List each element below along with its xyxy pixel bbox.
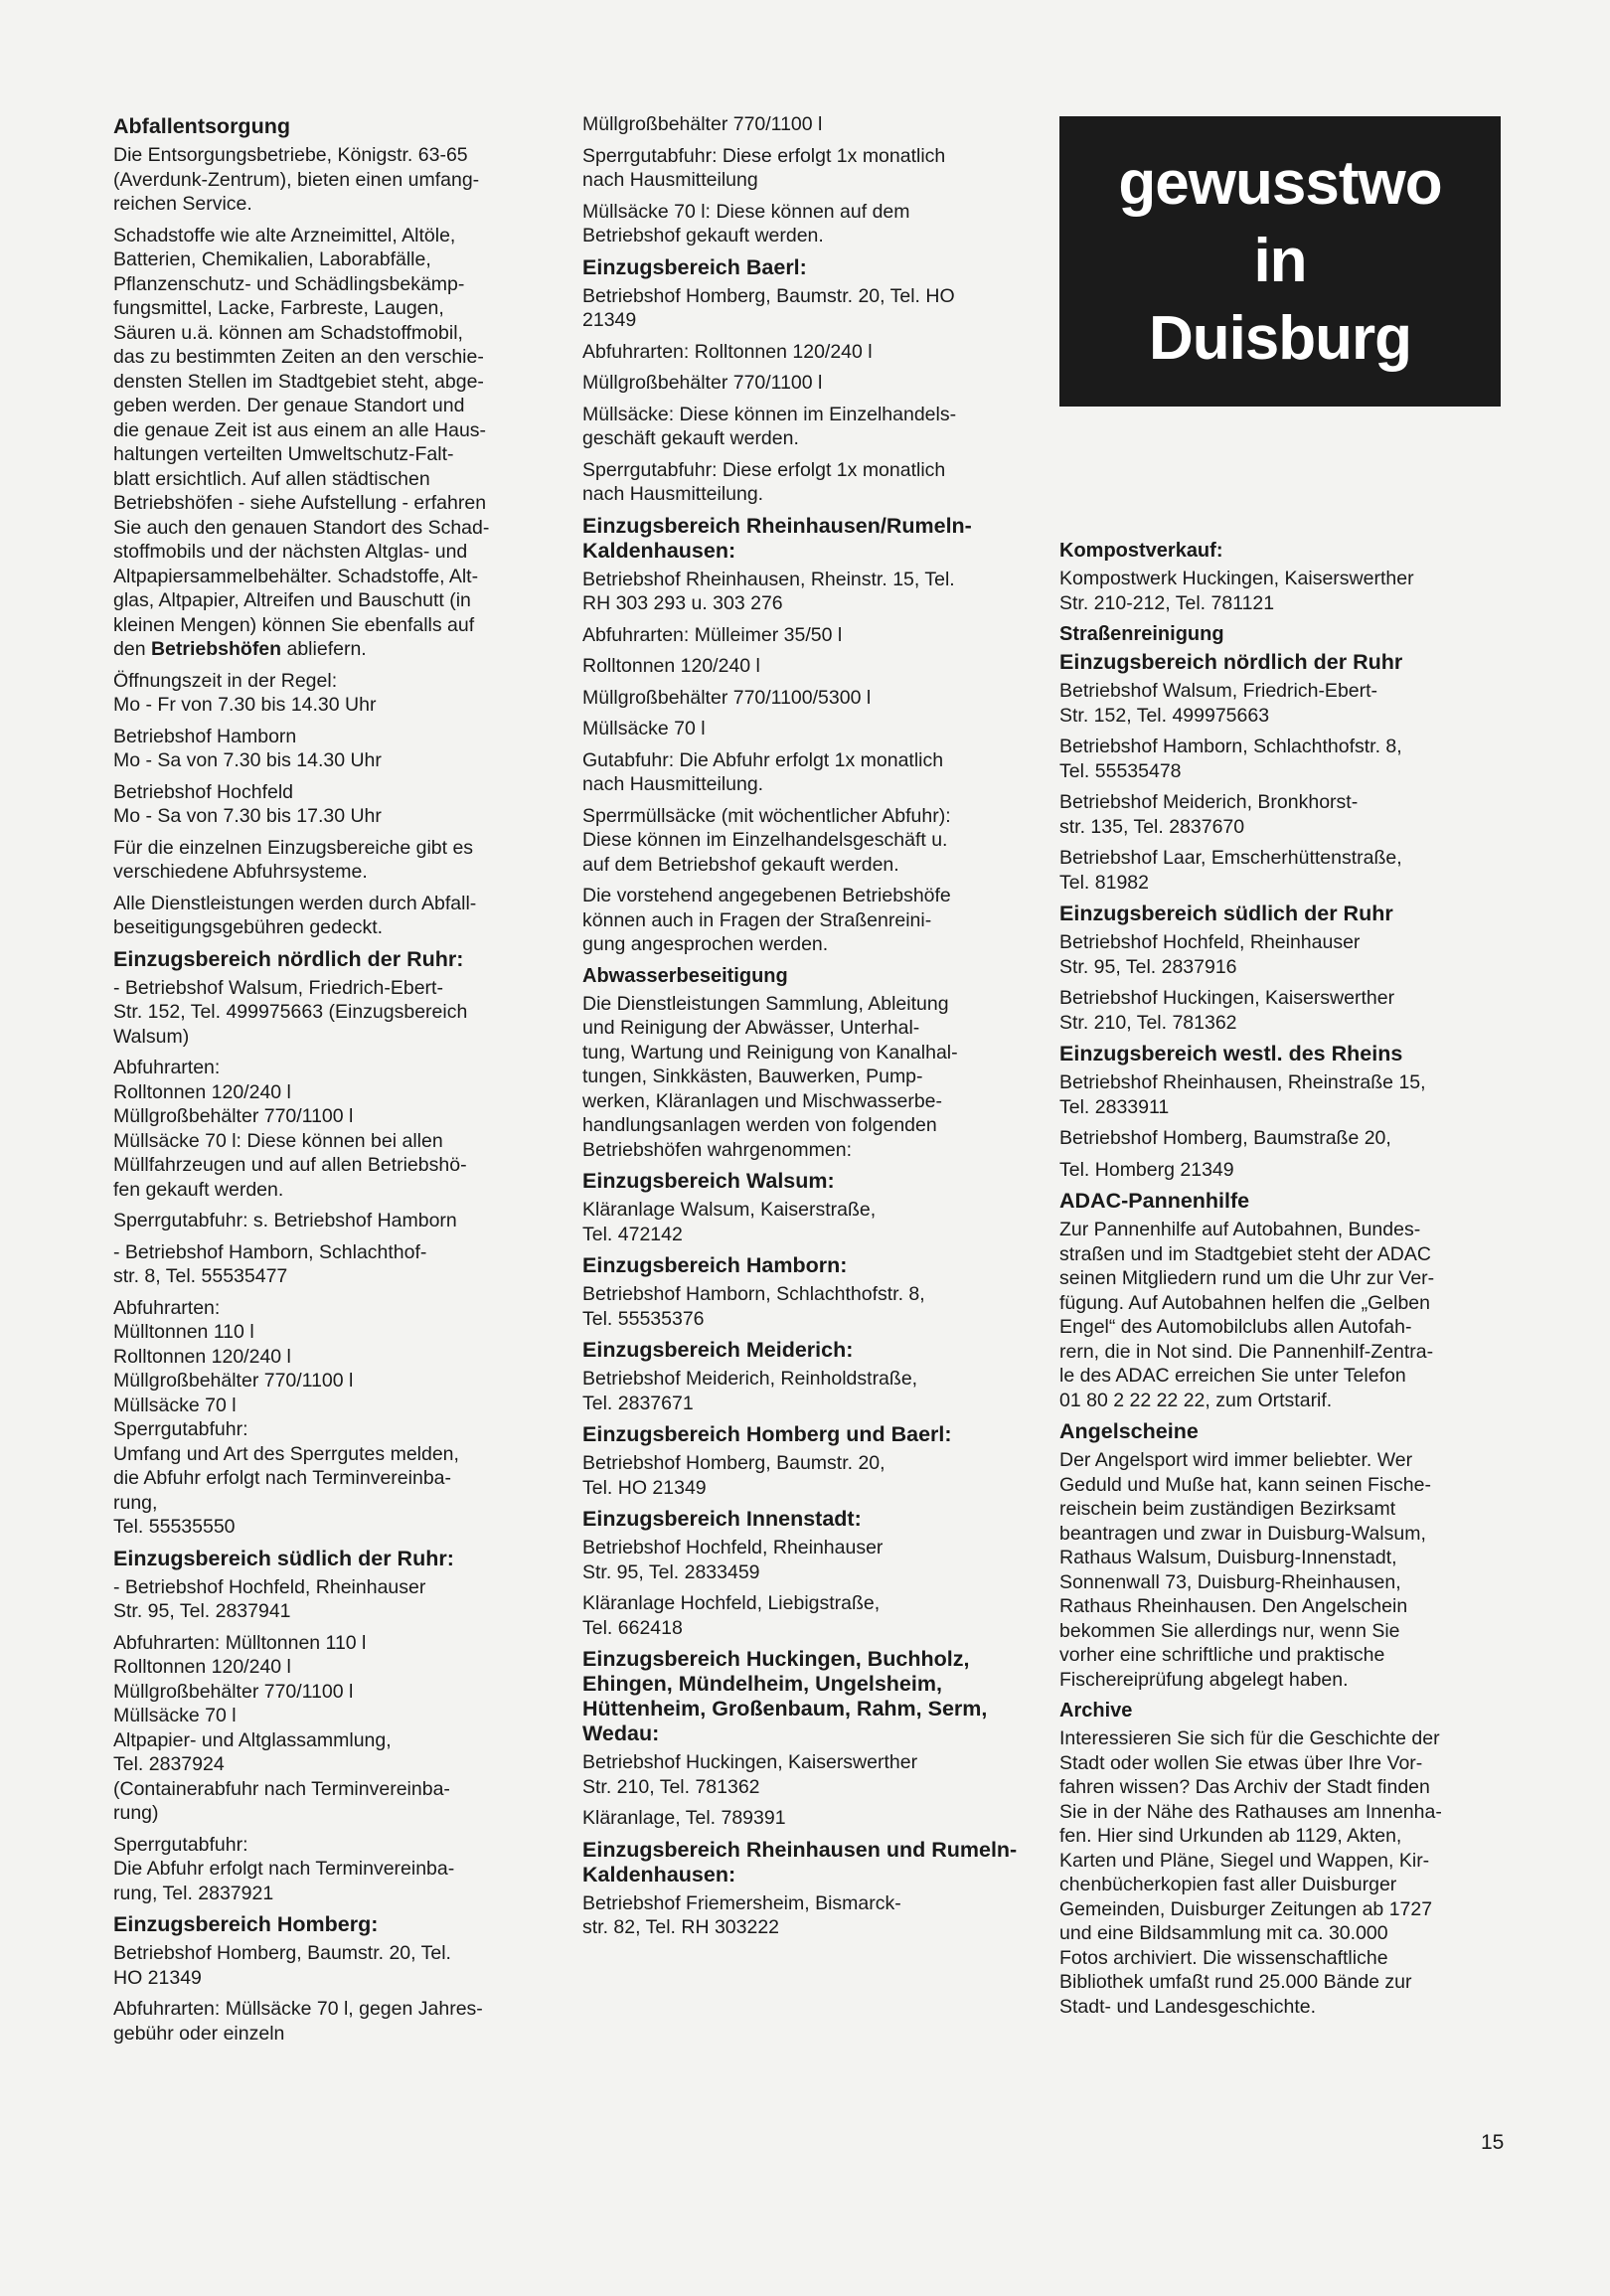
section-heading-einzugsbereich-homberg-und-baerl: Einzugsbereich Homberg und Baerl: bbox=[582, 1422, 952, 1446]
paragraph-betriebshof-homberg-baumstr-20-tel-ho: Betriebshof Homberg, Baumstr. 20, Tel. HO 21349 bbox=[582, 284, 955, 331]
section-heading-angelscheine: Angelscheine bbox=[1059, 1419, 1199, 1443]
paragraph-betriebshof-hamborn-schlachthof: - Betriebshof Hamborn, Schlachthof- str. 8, Tel. 55535477 bbox=[113, 1240, 427, 1287]
paragraph-die-entsorgungsbetriebe-königstr-63-65: Die Entsorgungsbetriebe, Königstr. 63-65 (Averdunk-Zentrum), bieten einen umfang- reichen Service. bbox=[113, 144, 480, 215]
paragraph-sperrgutabfuhr-diese-erfolgt-1x-monatlic: Sperrgutabfuhr: Diese erfolgt 1x monatlich nach Hausmitteilung bbox=[582, 144, 946, 191]
section-heading-einzugsbereich-nördlich-der-ruhr: Einzugsbereich nördlich der Ruhr: bbox=[113, 946, 464, 971]
paragraph-betriebshof-homberg-baumstr-20: Betriebshof Homberg, Baumstr. 20, Tel. HO 21349 bbox=[582, 1452, 886, 1499]
paragraph-betriebshof-homberg-baumstr-20-tel: Betriebshof Homberg, Baumstr. 20, Tel. HO 21349 bbox=[113, 1942, 451, 1989]
paragraph-betriebshof-friemersheim-bismarck: Betriebshof Friemersheim, Bismarck- str. 82, Tel. RH 303222 bbox=[582, 1891, 901, 1938]
paragraph-zur-pannenhilfe-auf-autobahnen-bundes: Zur Pannenhilfe auf Autobahnen, Bundes- straßen und im Stadtgebiet steht der ADAC seinen Mitgliedern rund um die Uhr zur Ver- fügung. Auf Autobahnen helfen die „Gelben Engel“ des Automobilclubs allen Autofah- rern, die in Not sind. Die Pannenhilf-Zentra- le des ADAC erreichen Sie unter Telefon 01 80 2 22 22 22, zum Ortstarif. bbox=[1059, 1219, 1435, 1411]
section-heading-einzugsbereich-nördlich-der-ruhr: Einzugsbereich nördlich der Ruhr bbox=[1059, 650, 1403, 674]
section-heading-abfallentsorgung: Abfallentsorgung bbox=[113, 114, 290, 138]
emphasis-betriebshoefen: Betriebshöfen bbox=[145, 638, 282, 660]
column-right bbox=[1059, 537, 1503, 2026]
paragraph-kläranlage-tel-789391: Kläranlage, Tel. 789391 bbox=[582, 1807, 786, 1829]
paragraph-gutabfuhr-die-abfuhr-erfolgt-1x-monatlic: Gutabfuhr: Die Abfuhr erfolgt 1x monatlich nach Hausmitteilung. bbox=[582, 748, 944, 795]
paragraph-betriebshof-rheinhausen-rheinstraße-15: Betriebshof Rheinhausen, Rheinstraße 15, Tel. 2833911 bbox=[1059, 1071, 1426, 1118]
section-heading-einzugsbereich-homberg: Einzugsbereich Homberg: bbox=[113, 1912, 379, 1936]
paragraph-abfuhrarten: Abfuhrarten: Mülltonnen 110 l Rolltonnen 120/240 l Müllgroßbehälter 770/1100 l Müllsäcke 70 l Sperrgutabfuhr: Umfang und Art des Sperrgutes melden, die Abfuhr erfolgt nach Terminvereinba- rung, Tel. 55535550 bbox=[113, 1296, 459, 1538]
paragraph-abfuhrarten-müllsäcke-70-l-gegen-jahres: Abfuhrarten: Müllsäcke 70 l, gegen Jahres- gebühr oder einzeln bbox=[113, 1998, 483, 2045]
paragraph-sperrmüllsäcke-mit-wöchentlicher-abfuhr: Sperrmüllsäcke (mit wöchentlicher Abfuhr): Diese können im Einzelhandelsgeschäft u. auf dem Betriebshof gekauft werden. bbox=[582, 804, 951, 876]
paragraph-betriebshof-rheinhausen-rheinstr-15-tel: Betriebshof Rheinhausen, Rheinstr. 15, Tel. RH 303 293 u. 303 276 bbox=[582, 568, 955, 614]
paragraph-müllsäcke-70-l: Müllsäcke 70 l bbox=[582, 718, 706, 739]
section-heading-einzugsbereich-südlich-der-ruhr: Einzugsbereich südlich der Ruhr: bbox=[113, 1546, 454, 1570]
paragraph-abfuhrarten-rolltonnen-120-240-l: Abfuhrarten: Rolltonnen 120/240 l bbox=[582, 340, 873, 363]
paragraph-rolltonnen-120-240-l: Rolltonnen 120/240 l bbox=[582, 655, 760, 677]
paragraph-betriebshof-hochfeld-rheinhauser: - Betriebshof Hochfeld, Rheinhauser Str. 95, Tel. 2837941 bbox=[113, 1575, 426, 1622]
banner-line-2: in bbox=[1253, 227, 1307, 295]
paragraph-sperrgutabfuhr: Sperrgutabfuhr: Die Abfuhr erfolgt nach Terminvereinba- rung, Tel. 2837921 bbox=[113, 1833, 455, 1904]
section-heading-einzugsbereich-huckingen-buchholz: Einzugsbereich Huckingen, Buchholz, Ehingen, Mündelheim, Ungelsheim, Hüttenheim, Großenbaum, Rahm, Serm, Wedau: bbox=[582, 1647, 988, 1745]
paragraph-betriebshof-hamborn-schlachthofstr-8: Betriebshof Hamborn, Schlachthofstr. 8, Tel. 55535376 bbox=[582, 1283, 925, 1330]
section-heading-kompostverkauf: Kompostverkauf: bbox=[1059, 540, 1223, 562]
banner-line-1: gewusstwo bbox=[1118, 149, 1442, 218]
paragraph-müllsäcke-70-l-diese-können-auf-dem: Müllsäcke 70 l: Diese können auf dem Betriebshof gekauft werden. bbox=[582, 200, 910, 246]
paragraph-sperrgutabfuhr-diese-erfolgt-1x-monatlic: Sperrgutabfuhr: Diese erfolgt 1x monatlich nach Hausmitteilung. bbox=[582, 458, 946, 505]
paragraph-sperrgutabfuhr-s-betriebshof-hamborn: Sperrgutabfuhr: s. Betriebshof Hamborn bbox=[113, 1210, 457, 1231]
paragraph-kompostwerk-huckingen-kaiserswerther: Kompostwerk Huckingen, Kaiserswerther Str. 210-212, Tel. 781121 bbox=[1059, 568, 1414, 614]
section-heading-adac-pannenhilfe: ADAC-Pannenhilfe bbox=[1059, 1189, 1250, 1213]
section-heading-einzugsbereich-walsum: Einzugsbereich Walsum: bbox=[582, 1169, 835, 1193]
banner-line-3: Duisburg bbox=[1148, 304, 1412, 373]
paragraph-müllgroßbehälter-770-1100-5300-l: Müllgroßbehälter 770/1100/5300 l bbox=[582, 686, 872, 709]
paragraph-betriebshof-hamborn-schlachthofstr-8: Betriebshof Hamborn, Schlachthofstr. 8, Tel. 55535478 bbox=[1059, 736, 1402, 782]
paragraph-betriebshof-walsum-friedrich-ebert: - Betriebshof Walsum, Friedrich-Ebert- Str. 152, Tel. 499975663 (Einzugsbereich Walsum) bbox=[113, 976, 468, 1048]
paragraph-betriebshof-hamborn: Betriebshof Hamborn Mo - Sa von 7.30 bis 14.30 Uhr bbox=[113, 725, 382, 771]
paragraph-tel-homberg-21349: Tel. Homberg 21349 bbox=[1059, 1158, 1234, 1181]
paragraph-interessieren-sie-sich-für-die-geschicht: Interessieren Sie sich für die Geschichte der Stadt oder wollen Sie etwas über Ihre Vor- fahren wissen? Das Archiv der Stadt finden Sie in der Nähe des Rathauses am Innenha- fen. Hier sind Urkunden ab 1129, Akten, Karten und Pläne, Siegel und Wappen, Kir- chenbücherkopien fast aller Duisburger Gemeinden, Duisburger Zeitungen ab 1727 und eine Bildsammlung mit ca. 30.000 Fotos archiviert. Die wissenschaftliche Bibliothek umfaßt rund 25.000 Bände zur Stadt- und Landesgeschichte. bbox=[1059, 1727, 1442, 2018]
paragraph-schadstoffe-wie-alte-arzneimittel-altöle: Schadstoffe wie alte Arzneimittel, Altöle, Batterien, Chemikalien, Laborabfälle, Pflanzenschutz- und Schädlingsbekämp- fungsmittel, Lacke, Farbreste, Laugen, Säuren u.ä. können am Schadstoffmobil, das zu bestimmten Zeiten an den verschie- densten Stellen im Stadtgebiet steht, abge- geben werden. Der genaue Standort und die genaue Zeit ist aus einem an alle Haus- haltungen verteilten Umweltschutz-Falt- blatt ersichtlich. Auf allen städtischen Betriebshöfen - siehe Aufstellung - erfahren Sie auch den genauen Standort des Schad- stoffmobils und der nächsten Altglas- und Altpapiersammelbehälter. Schadstoffe, Alt- glas, Altpapier, Altreifen und Bauschutt (in kleinen Mengen) können Sie ebenfalls auf den Betriebshöfen abliefern. bbox=[113, 224, 490, 660]
section-heading-einzugsbereich-rheinhausen-und: Einzugsbereich Rheinhausen und Rumeln-Kaldenhausen: bbox=[582, 1837, 1018, 1886]
paragraph-betriebshof-huckingen-kaiserswerther: Betriebshof Huckingen, Kaiserswerther Str. 210, Tel. 781362 bbox=[582, 1751, 918, 1798]
paragraph-betriebshof-walsum-friedrich-ebert: Betriebshof Walsum, Friedrich-Ebert- Str. 152, Tel. 499975663 bbox=[1059, 680, 1378, 727]
paragraph-betriebshof-hochfeld-rheinhauser: Betriebshof Hochfeld, Rheinhauser Str. 95, Tel. 2833459 bbox=[582, 1537, 884, 1583]
section-heading-einzugsbereich-meiderich: Einzugsbereich Meiderich: bbox=[582, 1338, 854, 1362]
paragraph-die-dienstleistungen-sammlung-ableitung: Die Dienstleistungen Sammlung, Ableitung und Reinigung der Abwässer, Unterhal- tung, Wartung und Reinigung von Kanalhal- tungen, Sinkkästen, Bauwerken, Pump- werken, Kläranlagen und Mischwasserbe- handlungsanlagen werden von folgenden Betriebshöfen wahrgenommen: bbox=[582, 992, 958, 1161]
paragraph-für-die-einzelnen-einzugsbereiche-gibt-e: Für die einzelnen Einzugsbereiche gibt es verschiedene Abfuhrsysteme. bbox=[113, 836, 474, 883]
paragraph-kläranlage-hochfeld-liebigstraße: Kläranlage Hochfeld, Liebigstraße, Tel. 662418 bbox=[582, 1592, 881, 1639]
paragraph-abfuhrarten: Abfuhrarten: Rolltonnen 120/240 l Müllgroßbehälter 770/1100 l Müllsäcke 70 l: Diese können bei allen Müllfahrzeugen und auf allen Betriebshö- fen gekauft werden. bbox=[113, 1057, 467, 1201]
paragraph-die-vorstehend-angegebenen-betriebshöfe: Die vorstehend angegebenen Betriebshöfe können auch in Fragen der Straßenreini- gung angesprochen werden. bbox=[582, 885, 951, 955]
title-banner bbox=[1059, 116, 1501, 407]
paragraph-abfuhrarten-mülltonnen-110-l: Abfuhrarten: Mülltonnen 110 l Rolltonnen 120/240 l Müllgroßbehälter 770/1100 l Müllsäcke 70 l Altpapier- und Altglassammlung, Tel. 2837924 (Containerabfuhr nach Terminvereinba- rung) bbox=[113, 1631, 450, 1824]
section-heading-einzugsbereich-innenstadt: Einzugsbereich Innenstadt: bbox=[582, 1507, 862, 1531]
page-number: 15 bbox=[1481, 2131, 1505, 2154]
paragraph-kläranlage-walsum-kaiserstraße: Kläranlage Walsum, Kaiserstraße, Tel. 472142 bbox=[582, 1199, 877, 1245]
paragraph-betriebshof-hochfeld-rheinhauser: Betriebshof Hochfeld, Rheinhauser Str. 95, Tel. 2837916 bbox=[1059, 931, 1361, 978]
paragraph-der-angelsport-wird-immer-beliebter-wer: Der Angelsport wird immer beliebter. Wer Geduld und Muße hat, kann seinen Fische- reischein beim zuständigen Bezirksamt beantragen und zwar in Duisburg-Walsum, Rathaus Walsum, Duisburg-Innenstadt, Sonnenwall 73, Duisburg-Rheinhausen, Rathaus Rheinhausen. Den Angelschein bekommen Sie allerdings nur, wenn Sie vorher eine schriftliche und praktische Fischereiprüfung abgelegt haben. bbox=[1059, 1449, 1431, 1691]
section-heading-einzugsbereich-hamborn: Einzugsbereich Hamborn: bbox=[582, 1253, 848, 1277]
paragraph-abfuhrarten-mülleimer-35-50-l: Abfuhrarten: Mülleimer 35/50 l bbox=[582, 623, 843, 646]
paragraph-betriebshof-homberg-baumstraße-20: Betriebshof Homberg, Baumstraße 20, bbox=[1059, 1127, 1391, 1149]
section-heading-einzugsbereich-baerl: Einzugsbereich Baerl: bbox=[582, 254, 807, 279]
section-heading-einzugsbereich-südlich-der-ruhr: Einzugsbereich südlich der Ruhr bbox=[1059, 902, 1393, 925]
paragraph-öffnungszeit-in-der-regel: Öffnungszeit in der Regel: Mo - Fr von 7.30 bis 14.30 Uhr bbox=[113, 669, 377, 716]
paragraph-müllgroßbehälter-770-1100-l: Müllgroßbehälter 770/1100 l bbox=[582, 372, 823, 394]
text-abliefern: abliefern. bbox=[281, 638, 367, 660]
paragraph-müllgroßbehälter-770-1100-l: Müllgroßbehälter 770/1100 l bbox=[582, 113, 823, 135]
section-heading-einzugsbereich-westl-des-rheins: Einzugsbereich westl. des Rheins bbox=[1059, 1042, 1403, 1066]
paragraph-betriebshof-huckingen-kaiserswerther: Betriebshof Huckingen, Kaiserswerther Str. 210, Tel. 781362 bbox=[1059, 987, 1395, 1034]
paragraph-alle-dienstleistungen-werden-durch-abfal: Alle Dienstleistungen werden durch Abfall- beseitigungsgebühren gedeckt. bbox=[113, 892, 477, 938]
section-heading-archive: Archive bbox=[1059, 1700, 1133, 1722]
section-heading-straßenreinigung: Straßenreinigung bbox=[1059, 623, 1224, 645]
column-middle bbox=[582, 112, 1032, 1947]
column-left bbox=[113, 112, 557, 2052]
paragraph-betriebshof-meiderich-bronkhorst: Betriebshof Meiderich, Bronkhorst- str. 135, Tel. 2837670 bbox=[1059, 791, 1359, 838]
section-heading-abwasserbeseitigung: Abwasserbeseitigung bbox=[582, 964, 788, 987]
paragraph-betriebshof-meiderich-reinholdstraße: Betriebshof Meiderich, Reinholdstraße, Tel. 2837671 bbox=[582, 1368, 918, 1414]
paragraph-betriebshof-laar-emscherhüttenstraße: Betriebshof Laar, Emscherhüttenstraße, Tel. 81982 bbox=[1059, 847, 1402, 894]
paragraph-müllsäcke-diese-können-im-einzelhandels: Müllsäcke: Diese können im Einzelhandels- geschäft gekauft werden. bbox=[582, 403, 957, 449]
section-heading-einzugsbereich: Einzugsbereich Rheinhausen/Rumeln-Kaldenhausen: bbox=[582, 513, 972, 563]
paragraph-betriebshof-hochfeld: Betriebshof Hochfeld Mo - Sa von 7.30 bis 17.30 Uhr bbox=[113, 780, 382, 827]
